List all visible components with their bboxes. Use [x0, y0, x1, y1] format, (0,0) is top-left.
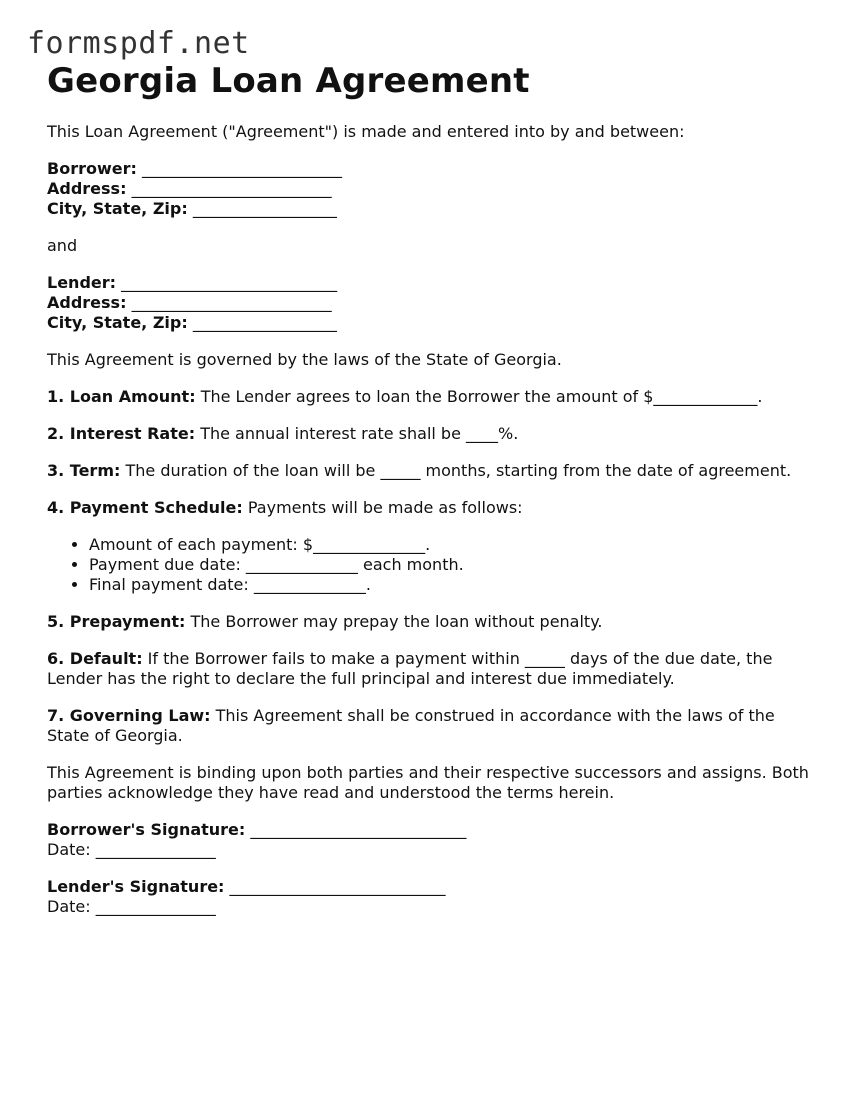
lender-blank: ___________________________: [116, 273, 338, 292]
section-interest-rate: [47, 424, 817, 444]
lender-signature-line: [47, 877, 817, 897]
lender-date-line: Date: _______________: [47, 897, 216, 916]
lender-city-blank: __________________: [187, 313, 337, 332]
lender-address-label: Address:: [47, 293, 127, 312]
section-text: The duration of the loan will be _____ months, starting from the date of agreement.: [120, 461, 792, 480]
lender-city-line: [47, 313, 817, 333]
section-label: 1. Loan Amount:: [47, 387, 196, 406]
lender-signature-block: [47, 877, 817, 917]
section-label: 2. Interest Rate:: [47, 424, 196, 443]
lender-signature-blank: ___________________________: [224, 877, 446, 896]
list-item: • Amount of each payment: $______________.: [89, 535, 817, 555]
payment-list: [47, 535, 817, 595]
section-label: 5. Prepayment:: [47, 612, 186, 631]
section-text: The annual interest rate shall be ____%.: [195, 424, 519, 443]
section-prepayment: [47, 612, 817, 632]
lender-line: [47, 273, 817, 293]
borrower-signature-label: Borrower's Signature:: [47, 820, 246, 839]
and-text: and: [47, 236, 78, 255]
intro-paragraph: This Loan Agreement ("Agreement") is made and entered into by and between:: [47, 122, 685, 141]
section-text: If the Borrower fails to make a payment within _____ days of the due date, the Lender has the right to declare the full principal and interest due immediately.: [47, 649, 773, 688]
borrower-line: [47, 159, 817, 179]
section-loan-amount: [47, 387, 817, 407]
lender-label: Lender:: [47, 273, 117, 292]
borrower-address-line: [47, 179, 817, 199]
watermark-logo: formspdf.net: [27, 26, 250, 61]
borrower-block: [47, 159, 817, 219]
lender-address-line: [47, 293, 817, 313]
lender-address-blank: _________________________: [126, 293, 332, 312]
borrower-date-line: Date: _______________: [47, 840, 216, 859]
borrower-address-label: Address:: [47, 179, 127, 198]
section-text: The Borrower may prepay the loan without penalty.: [185, 612, 603, 631]
borrower-city-line: [47, 199, 817, 219]
lender-city-label: City, State, Zip:: [47, 313, 188, 332]
section-label: 4. Payment Schedule:: [47, 498, 243, 517]
section-term: [47, 461, 817, 481]
section-text: This Agreement shall be construed in accordance with the laws of the State of Georgia.: [47, 706, 775, 745]
borrower-city-label: City, State, Zip:: [47, 199, 188, 218]
section-text: Payments will be made as follows:: [242, 498, 523, 517]
page-title: Georgia Loan Agreement: [47, 61, 530, 101]
borrower-label: Borrower:: [47, 159, 137, 178]
section-default: [47, 649, 817, 689]
binding-paragraph: This Agreement is binding upon both parties and their respective successors and assigns. Both parties acknowledge they have read and understood the terms herein.: [47, 763, 809, 802]
borrower-signature-blank: ___________________________: [245, 820, 467, 839]
list-item: • Payment due date: ______________ each month.: [89, 555, 817, 575]
lender-block: [47, 273, 817, 333]
section-label: 3. Term:: [47, 461, 121, 480]
borrower-address-blank: _________________________: [126, 179, 332, 198]
list-item: • Final payment date: ______________.: [89, 575, 817, 595]
borrower-blank: _________________________: [136, 159, 342, 178]
borrower-signature-line: [47, 820, 817, 840]
lender-signature-label: Lender's Signature:: [47, 877, 225, 896]
section-text: The Lender agrees to loan the Borrower the amount of $_____________.: [195, 387, 763, 406]
section-payment-schedule: [47, 498, 817, 518]
borrower-city-blank: __________________: [187, 199, 337, 218]
section-label: 6. Default:: [47, 649, 143, 668]
document-page: [47, 60, 817, 917]
governed-paragraph: This Agreement is governed by the laws of the State of Georgia.: [47, 350, 562, 369]
borrower-signature-block: [47, 820, 817, 860]
section-label: 7. Governing Law:: [47, 706, 211, 725]
section-governing-law: [47, 706, 817, 746]
